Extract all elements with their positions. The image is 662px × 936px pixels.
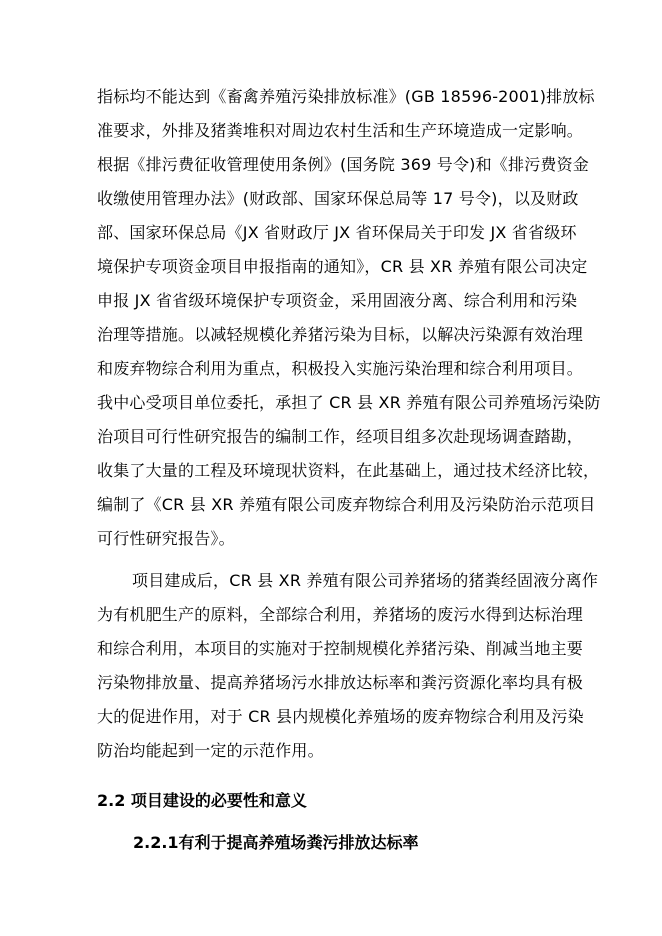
subsection-heading: 2.2.1有利于提高养殖场粪污排放达标率 xyxy=(133,833,419,852)
paragraph-line: 为有机肥生产的原料，全部综合利用，养猪场的废污水得到达标治理 xyxy=(97,605,584,624)
paragraph-line: 大的促进作用，对于 CR 县内规模化养殖场的废弃物综合利用及污染 xyxy=(97,707,584,726)
paragraph-line: 项目建成后，CR 县 XR 养殖有限公司养猪场的猪粪经固液分离作 xyxy=(132,571,599,590)
paragraph-line: 收缴使用管理办法》(财政部、国家环保总局等 17 号令)，以及财政 xyxy=(97,189,579,208)
paragraph-line: 境保护专项资金项目申报指南的通知》，CR 县 XR 养殖有限公司决定 xyxy=(97,257,588,276)
paragraph-line: 收集了大量的工程及环境现状资料，在此基础上，通过技术经济比较， xyxy=(97,461,600,480)
paragraph-line: 指标均不能达到《畜禽养殖污染排放标准》(GB 18596-2001)排放标 xyxy=(97,87,595,106)
paragraph-line: 污染物排放量、提高养猪场污水排放达标率和粪污资源化率均具有极 xyxy=(97,673,584,692)
paragraph-line: 和综合利用，本项目的实施对于控制规模化养猪污染、削减当地主要 xyxy=(97,639,584,658)
paragraph-line: 我中心受项目单位委托，承担了 CR 县 XR 养殖有限公司养殖场污染防 xyxy=(97,393,601,412)
paragraph-line: 部、国家环保总局《JX 省财政厅 JX 省环保局关于印发 JX 省省级环 xyxy=(97,223,577,242)
paragraph-line: 准要求，外排及猪粪堆积对周边农村生活和生产环境造成一定影响。 xyxy=(97,121,584,140)
section-heading: 2.2 项目建设的必要性和意义 xyxy=(97,791,307,810)
paragraph-line: 申报 JX 省省级环境保护专项资金，采用固液分离、综合利用和污染 xyxy=(97,291,578,310)
paragraph-line: 编制了《CR 县 XR 养殖有限公司废弃物综合利用及污染防治示范项目 xyxy=(97,495,596,514)
paragraph-line: 防治均能起到一定的示范作用。 xyxy=(97,741,324,760)
paragraph-line: 可行性研究报告》。 xyxy=(97,529,235,548)
paragraph-line: 根据《排污费征收管理使用条例》(国务院 369 号令)和《排污费资金 xyxy=(97,155,589,174)
paragraph-line: 治理等措施。以减轻规模化养猪污染为目标，以解决污染源有效治理 xyxy=(97,325,584,344)
paragraph-line: 治项目可行性研究报告的编制工作，经项目组多次赴现场调查踏勘， xyxy=(97,427,584,446)
paragraph-line: 和废弃物综合利用为重点，积极投入实施污染治理和综合利用项目。 xyxy=(97,359,584,378)
